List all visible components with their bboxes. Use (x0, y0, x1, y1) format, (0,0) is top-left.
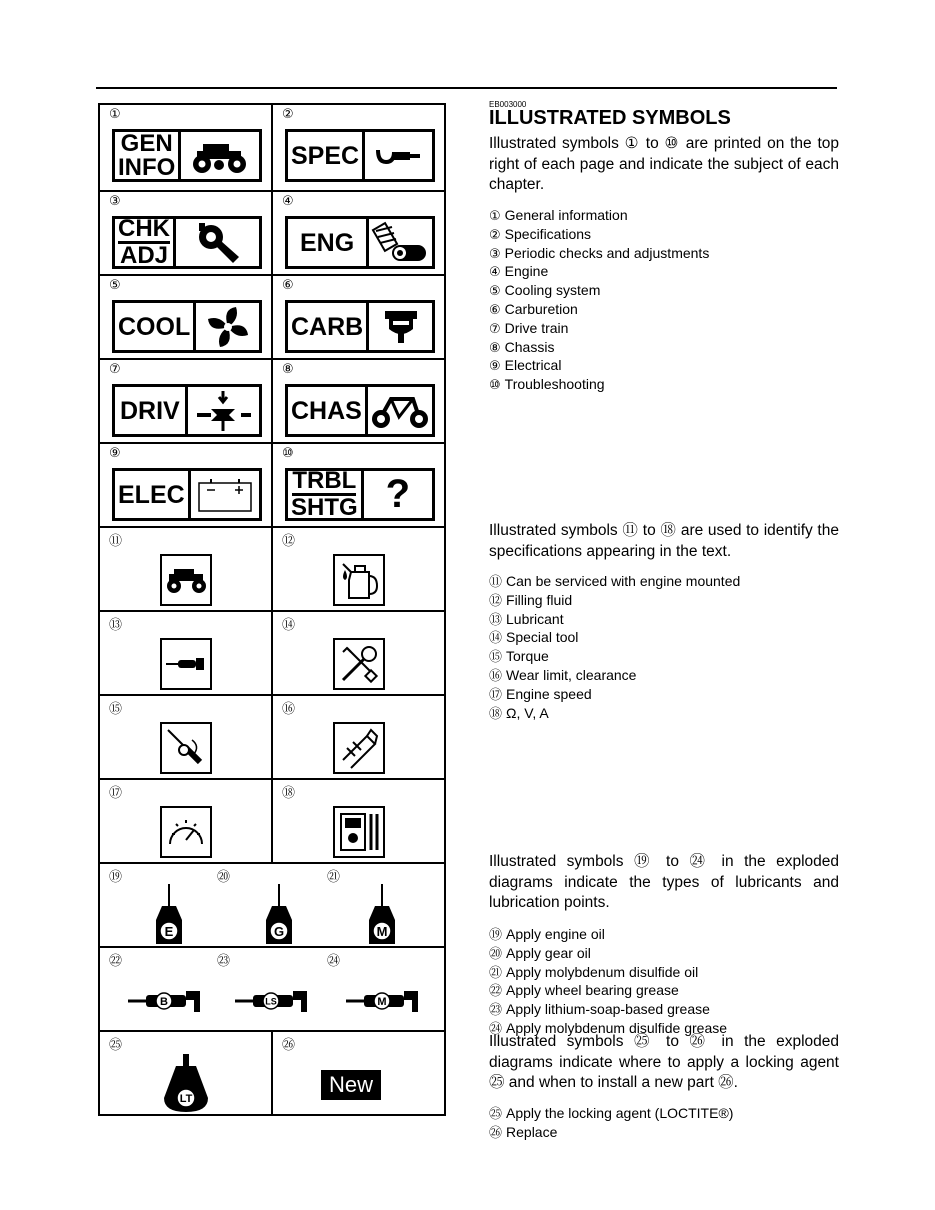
driv-badge (112, 384, 262, 437)
symbol-number: ⑰ (109, 786, 123, 801)
list-item: ⑰ Engine speed (489, 685, 592, 703)
lubricant-symbol-list (489, 926, 839, 1039)
gen-info-badge (112, 129, 262, 182)
moly-oil-icon (367, 884, 397, 946)
symbol-number: ⑤ (109, 278, 121, 293)
symbol-cell (100, 276, 271, 358)
list-item: ⑪ Can be serviced with engine mounted (489, 573, 741, 590)
fan-icon (196, 303, 259, 350)
locking-symbol-list (489, 1105, 839, 1143)
symbol-cell (100, 444, 271, 526)
symbol-number: ③ (109, 194, 121, 209)
new-part-badge: New (321, 1070, 381, 1100)
symbol-row (100, 526, 444, 610)
locking-agent-icon (160, 1054, 212, 1114)
list-item: ⑭ Special tool (489, 629, 579, 647)
atv-mounted-icon (160, 554, 212, 606)
trbl-shtg-badge (285, 468, 435, 521)
badge-word: DRIV (120, 396, 180, 425)
section-code: EB003000 (489, 100, 527, 109)
chas-badge (285, 384, 435, 437)
elec-badge (112, 468, 262, 521)
grease-letter: LS (265, 996, 277, 1007)
badge-word: GEN (120, 129, 173, 157)
list-item: ⑫ Filling fluid (489, 591, 573, 609)
badge-word: SPEC (291, 141, 360, 170)
symbol-number: ⑫ (282, 534, 296, 549)
page-title: ILLUSTRATED SYMBOLS (489, 107, 731, 129)
list-item: ⑤ Cooling system (489, 282, 601, 300)
chk-adj-badge (112, 216, 262, 269)
symbol-cell (100, 780, 271, 862)
symbol-grid (98, 103, 446, 1116)
list-item: ㉖ Replace (489, 1123, 558, 1141)
symbol-cell (100, 360, 271, 442)
list-item: ㉔ Apply molybdenum disulfide grease (489, 1019, 728, 1037)
symbol-row (100, 105, 444, 190)
list-item: ㉑ Apply molybdenum disulfide oil (489, 963, 699, 981)
symbol-cell (271, 192, 444, 274)
symbol-number: ⑬ (109, 618, 123, 633)
list-item: ⑲ Apply engine oil (489, 926, 605, 943)
list-item: ㉕ Apply the locking agent (LOCTITE®) (489, 1105, 734, 1122)
multimeter-icon (333, 806, 385, 858)
chassis-icon (368, 387, 432, 434)
caliper-icon (333, 722, 385, 774)
drivetrain-icon (188, 387, 259, 434)
oil-letter: G (273, 924, 285, 939)
oil-letter: M (376, 924, 388, 939)
grease-letter: B (160, 996, 168, 1008)
symbol-row (100, 190, 444, 274)
badge-word: TRBL (292, 467, 357, 494)
badge-word: INFO (118, 153, 176, 181)
symbol-row (100, 1030, 444, 1114)
symbol-row (100, 946, 444, 1030)
question-icon: ? (385, 472, 411, 516)
top-rule (96, 87, 837, 89)
atv-icon (181, 132, 259, 179)
symbol-row (100, 442, 444, 526)
symbol-number: ⑨ (109, 446, 121, 461)
list-item: ⑩ Troubleshooting (489, 376, 605, 394)
symbol-number: ㉕ (109, 1038, 123, 1053)
symbol-number: ⑭ (282, 618, 296, 633)
symbol-number: ⑥ (282, 278, 294, 293)
moly-grease-icon (346, 988, 426, 1014)
symbol-cell (271, 780, 444, 862)
symbol-row (100, 610, 444, 694)
engine-oil-icon (154, 884, 184, 946)
symbol-cell (100, 528, 271, 610)
grease-letter: M (377, 996, 387, 1008)
badge-word: ELEC (118, 480, 185, 509)
list-item: ⑦ Drive train (489, 319, 569, 337)
list-item: ⑯ Wear limit, clearance (489, 666, 637, 684)
badge-word: ENG (300, 228, 355, 257)
list-item: ⑧ Chassis (489, 338, 555, 356)
symbol-cell (100, 1032, 271, 1114)
symbol-number: ㉒ (109, 954, 123, 969)
symbol-row (100, 778, 444, 862)
symbol-number: ⑳ (217, 870, 231, 885)
list-item: ① General information (489, 207, 628, 224)
symbol-number: ① (109, 107, 121, 122)
list-item: ⑬ Lubricant (489, 610, 564, 628)
badge-word: SHTG (291, 494, 358, 521)
symbol-row (100, 694, 444, 778)
engine-icon (369, 219, 432, 266)
eng-badge (285, 216, 435, 269)
grease-row (100, 948, 444, 1030)
symbol-number: ㉔ (327, 954, 341, 969)
battery-icon (191, 471, 259, 518)
list-item: ③ Periodic checks and adjustments (489, 244, 710, 262)
list-item: ⑥ Carburetion (489, 300, 578, 318)
intro-paragraph-3: Illustrated symbols ⑲ to ㉔ in the exploded diagrams indicate the types of lubricants and lubrication points. (489, 853, 839, 911)
spec-symbol-list (489, 573, 839, 723)
badge-word: CHK (118, 215, 170, 242)
symbol-cell (271, 696, 444, 778)
symbol-number: ⑲ (109, 870, 123, 885)
symbol-number: ⑯ (282, 702, 296, 717)
tachometer-icon (160, 806, 212, 858)
lubricant-icon (160, 638, 212, 690)
symbol-row (100, 358, 444, 442)
gear-oil-icon (264, 884, 294, 946)
list-item: ⑱ Ω, V, A (489, 704, 549, 722)
tool-icon (365, 132, 432, 179)
symbol-cell (271, 360, 444, 442)
symbol-number: ⑮ (109, 702, 123, 717)
list-item: ⑳ Apply gear oil (489, 944, 591, 962)
symbol-cell (100, 612, 271, 694)
carb-badge (285, 300, 435, 353)
symbol-number: ⑪ (109, 534, 123, 549)
symbol-cell (100, 192, 271, 274)
chapter-symbol-list (489, 207, 839, 395)
intro-paragraph-1: Illustrated symbols ① to ⑩ are printed on the top right of each page and indicate the subject of each chapter. (489, 135, 839, 193)
carburetor-icon (369, 303, 432, 350)
symbol-row (100, 274, 444, 358)
list-item: ② Specifications (489, 225, 592, 243)
symbol-cell (271, 1032, 444, 1114)
symbol-cell (100, 696, 271, 778)
intro-paragraph-4: Illustrated symbols ㉕ to ㉖ in the exploded diagrams indicate where to apply a locking agent ㉕ and when to install a new part ㉖. (489, 1033, 839, 1091)
badge-word: COOL (118, 312, 191, 341)
symbol-number: ㉓ (217, 954, 231, 969)
lithium-grease-icon (235, 988, 315, 1014)
cool-badge (112, 300, 262, 353)
wheel-bearing-grease-icon (128, 988, 208, 1014)
list-item: ㉓ Apply lithium-soap-based grease (489, 1001, 710, 1019)
intro-paragraph-2: Illustrated symbols ⑪ to ⑱ are used to identify the specifications appearing in the text. (489, 522, 839, 560)
symbol-number: ㉖ (282, 1038, 296, 1053)
oil-can-icon (333, 554, 385, 606)
torque-icon (160, 722, 212, 774)
list-item: ㉒ Apply wheel bearing grease (489, 982, 679, 1000)
badge-word: CHAS (291, 396, 362, 425)
symbol-number: ② (282, 107, 294, 122)
symbol-number: ④ (282, 194, 294, 209)
symbol-cell (271, 276, 444, 358)
badge-word: CARB (291, 312, 364, 341)
list-item: ⑨ Electrical (489, 357, 562, 375)
spec-badge (285, 129, 435, 182)
symbol-cell (271, 105, 444, 190)
symbol-cell (100, 105, 271, 190)
symbol-number: ⑩ (282, 446, 294, 461)
special-tool-icon (333, 638, 385, 690)
symbol-number: ⑱ (282, 786, 296, 801)
list-item: ⑮ Torque (489, 648, 549, 666)
wrench-icon (176, 219, 259, 266)
symbol-number: ⑧ (282, 362, 294, 377)
symbol-cell (271, 528, 444, 610)
list-item: ④ Engine (489, 263, 549, 281)
badge-word: ADJ (119, 242, 168, 269)
symbol-number: ⑦ (109, 362, 121, 377)
symbol-row (100, 862, 444, 946)
symbol-cell (271, 612, 444, 694)
oil-row (100, 864, 444, 946)
locking-agent-letter: LT (179, 1093, 193, 1105)
oil-letter: E (164, 924, 174, 939)
symbol-cell (271, 444, 444, 526)
symbol-number: ㉑ (327, 870, 341, 885)
